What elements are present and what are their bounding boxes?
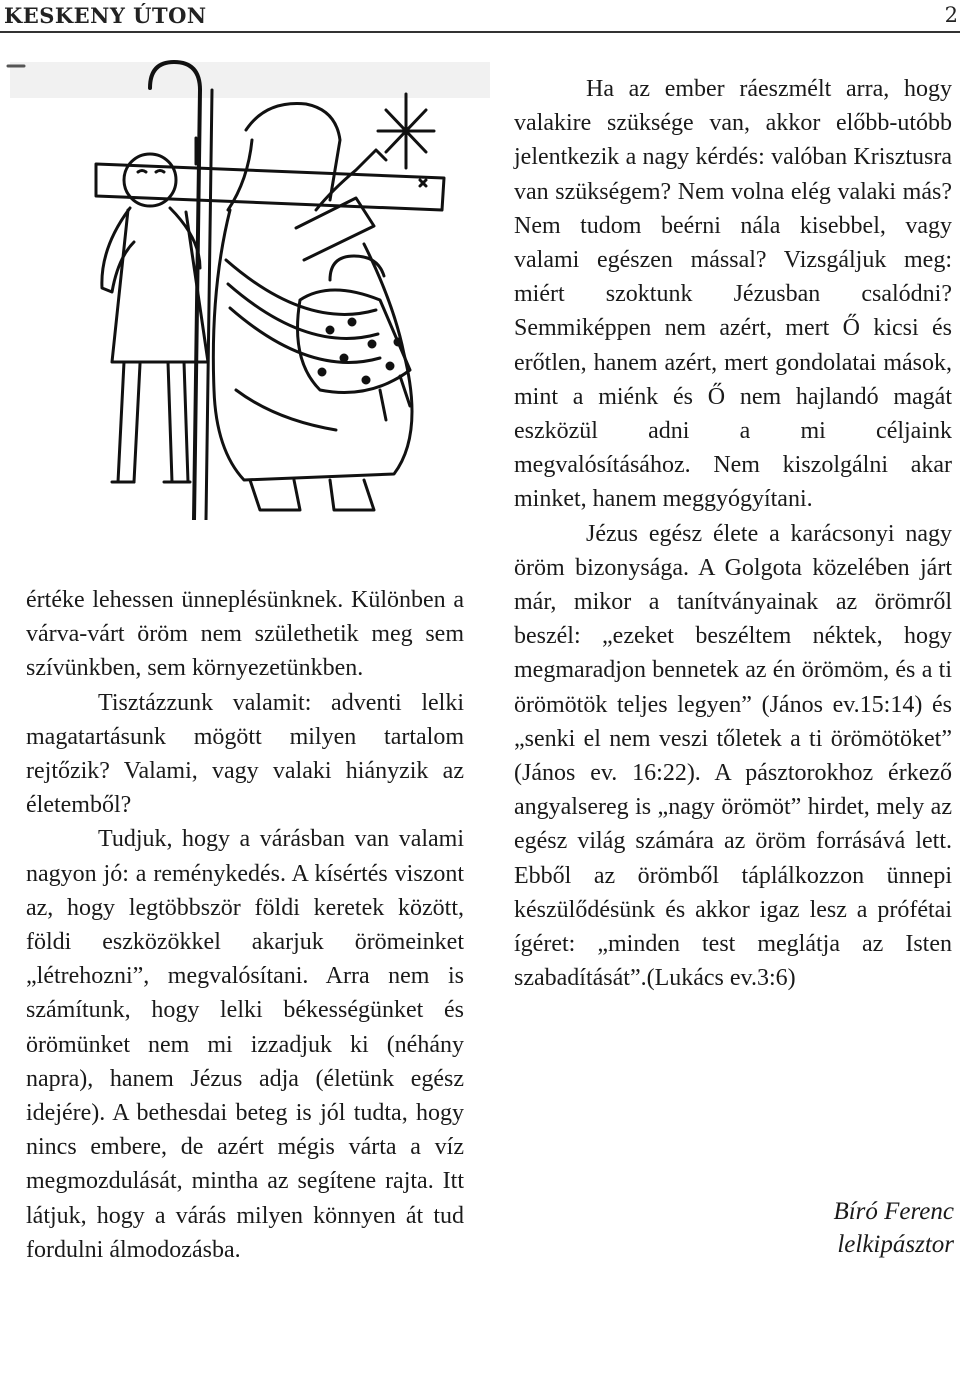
author-signature <box>600 1195 954 1261</box>
paragraph: Jézus egész élete a karácsonyi nagy öröm bizonysága. A Golgota közelében járt már, mikor a tanítványainak az örömről beszél: „ezeket beszéltem néktek, hogy megmaradjon bennetek az én örömöm, és a ti örömötök teljes legyen” (János ev.15:14) és „senki el nem veszi tőletek a ti örömötöket” (János ev. 16:22). A pásztorokhoz érkező angyalsereg is „nagy örömöt” hirdet, mely az egész világ számára az öröm forrásává lett. Ebből az örömből táplálkozzon ünnepi készülődésünk és akkor igaz lesz a prófétai ígéret: „minden test meglátja az Isten szabadítását”.(Lukács ev.3:6) <box>514 520 952 992</box>
paragraph: értéke lehessen ünneplésünknek. Különben a várva-várt öröm nem születhetik meg sem szívünkben, sem környezetünkben. <box>26 587 464 682</box>
crook-icon <box>150 62 212 520</box>
child-figure <box>102 154 208 482</box>
paragraph: Ha az ember ráeszmélt arra, hogy valakire szüksége van, akkor előbb-utóbb jelentkezik a nagy kérdés: valóban Krisztusra van szükségem? Nem volna elég valaki más? Nem tudom beérni nála kisebbel, vagy valami egészen mással? Vizsgáljuk meg: miért szoktunk Jézusban csalódni? Semmiképpen nem azért, mert Ő kicsi és erőtlen, hanem azért, mert gondolatai mások, mint a miénk és Ő nem hajlandó magát eszközül adni a mi céljaink megvalósításához. Nem kiszolgálni akar minket, hanem meggyógyítani. <box>514 76 952 513</box>
header-rule <box>0 31 960 33</box>
paragraph: Tudjuk, hogy a várásban van valami nagyon jó: a reménykedés. A kísértés viszont az, hogy legtöbbször földi keretek között, földi eszközökkel akarjuk örömeinket „létrehozni”, megvalósítani. Arra nem is számítunk, hogy lelki békességünket és örömünket nem mi izzadjuk ki (néhány napra), hanem Jézus adja (életünk egész idejére). A bethesdai beteg is jól tudta, hogy nincs embere, de azért mégis várta a víz megmozdulását, mintha az segítene rajta. Itt látjuk, hogy a várás milyen könnyen át tud fordulni álmodozásba. <box>26 826 464 1263</box>
author-role: lelkipásztor <box>837 1231 954 1258</box>
article-left-column <box>26 583 464 1267</box>
article-right-column <box>514 72 952 995</box>
publication-title: KESKENY ÚTON <box>4 3 207 28</box>
page-header <box>0 0 960 34</box>
page-number: 2 <box>944 3 958 27</box>
nativity-illustration <box>0 60 495 520</box>
star-icon <box>378 94 434 186</box>
paragraph: Tisztázzunk valamit: adventi lelki magatartásunk mögött milyen tartalom rejtőzik? Valami, vagy valaki hiányzik az életemből? <box>26 689 464 819</box>
author-name: Bíró Ferenc <box>833 1198 954 1225</box>
